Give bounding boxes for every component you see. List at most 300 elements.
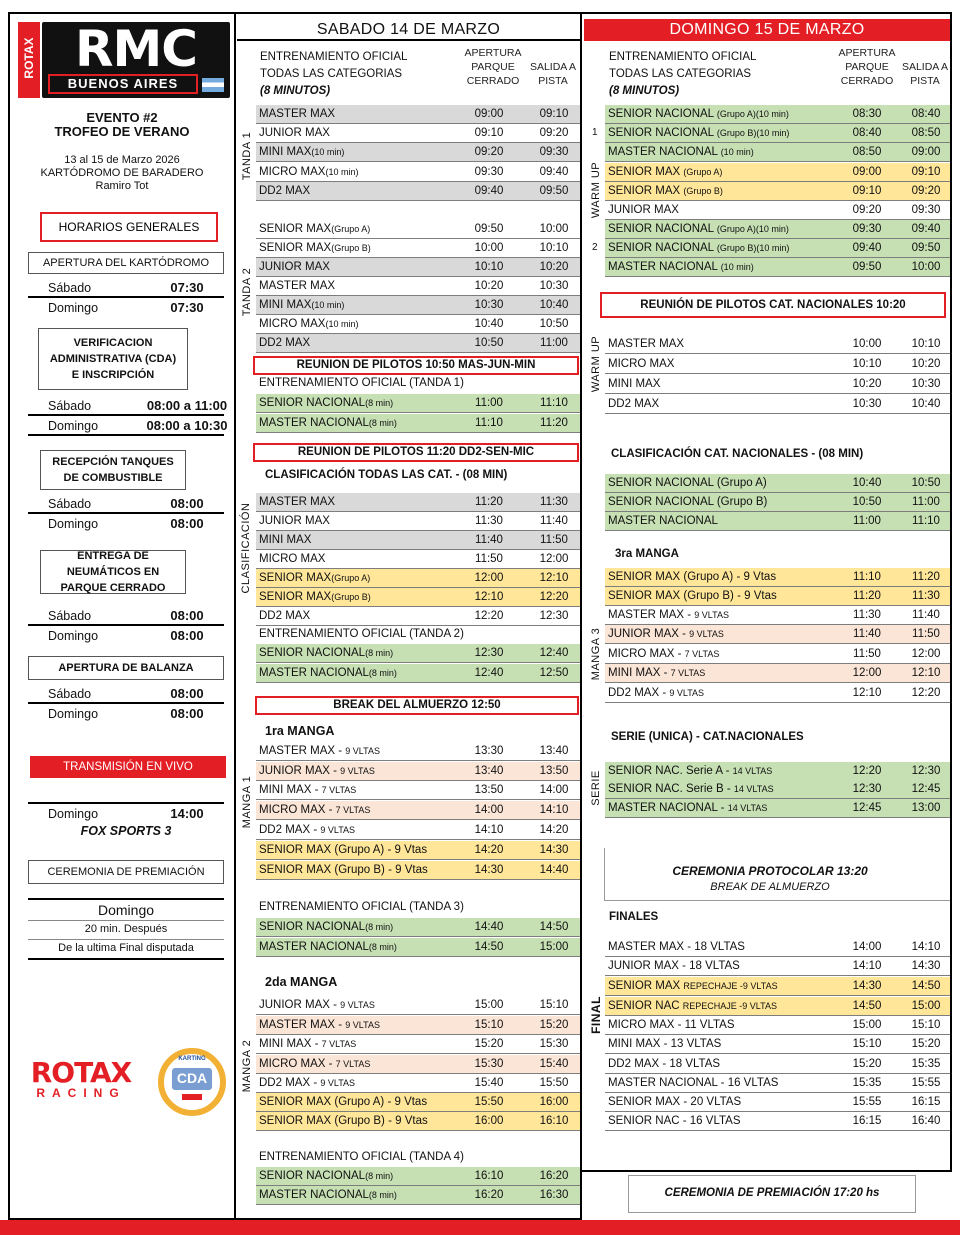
category-note: (8 min) — [365, 922, 394, 932]
apertura-time: 10:30 — [852, 398, 882, 410]
salida-time: 12:10 — [911, 667, 941, 679]
sun-row — [605, 938, 950, 957]
apertura-time: 11:00 — [853, 515, 881, 527]
salida-time: 11:50 — [540, 534, 568, 546]
category-label: DD2 MAX - 9 VLTAS — [608, 687, 705, 699]
category-label: SENIOR MAX - 20 VLTAS — [608, 1096, 742, 1108]
sat-clasif-label: CLASIFICACIÓN — [240, 502, 252, 594]
salida-time: 11:10 — [540, 397, 568, 409]
sat-intro-l2: TODAS LAS CATEGORIAS — [260, 68, 403, 80]
category-note: (Grupo B)(10 min) — [716, 243, 790, 253]
salida-time: 11:30 — [912, 590, 940, 602]
apertura-time: 15:55 — [852, 1096, 882, 1108]
apertura-time: 09:30 — [852, 223, 882, 235]
sun-row — [605, 645, 950, 664]
salida-time: 14:20 — [539, 824, 569, 836]
category-label: JUNIOR MAX - 9 VLTAS — [259, 765, 375, 777]
salida-time: 16:15 — [911, 1096, 941, 1108]
category-label: MICRO MAX — [259, 553, 326, 565]
category-note: (8 min) — [365, 648, 394, 658]
sun-warmup2-label: WARM UP — [590, 335, 602, 393]
neumaticos-box: ENTREGA DE NEUMÁTICOS EN PARQUE CERRADO — [40, 550, 186, 594]
sun-row — [605, 1016, 950, 1035]
sun-row — [605, 355, 950, 374]
sun-row — [605, 606, 950, 625]
sat-row — [256, 493, 580, 512]
apertura-time: 15:20 — [852, 1058, 882, 1070]
apertura-time: 14:30 — [474, 864, 504, 876]
apertura-time: 15:50 — [474, 1096, 504, 1108]
apertura-time: 10:10 — [474, 261, 504, 273]
apertura-time: 16:00 — [474, 1115, 504, 1127]
salida-time: 10:40 — [911, 398, 941, 410]
sun-reunion: REUNIÓN DE PILOTOS CAT. NACIONALES 10:20 — [600, 292, 946, 318]
sat-row — [256, 220, 580, 239]
salida-time: 10:40 — [539, 299, 569, 311]
category-note: (Grupo B) — [683, 186, 723, 196]
tanques-box: RECEPCIÓN TANQUES DE COMBUSTIBLE — [40, 450, 186, 490]
category-note: (10 min) — [311, 300, 345, 310]
apertura-time: 09:10 — [852, 185, 882, 197]
sat-manga1-label: MANGA 1 — [241, 775, 253, 829]
category-label: SENIOR MAX (Grupo A) - 9 Vtas — [259, 844, 428, 856]
apertura-time: 09:00 — [852, 166, 882, 178]
category-label: DD2 MAX — [259, 185, 311, 197]
apertura-time: 15:00 — [852, 1019, 882, 1031]
category-label: SENIOR MAX (Grupo A) - 9 Vtas — [608, 571, 777, 583]
sat-ent-tanda3: ENTRENAMIENTO OFICIAL (TANDA 3) — [259, 901, 464, 913]
apertura-time: 11:10 — [475, 417, 503, 429]
sat-row — [256, 841, 580, 860]
balanza-domingo-row: Domingo 08:00 — [48, 706, 204, 721]
sat-tanda1-label: TANDA 1 — [241, 131, 253, 181]
salida-time: 10:00 — [539, 223, 569, 235]
apertura-time: 11:40 — [853, 628, 881, 640]
category-note: 9 VLTAS — [340, 766, 375, 776]
sat-row — [256, 124, 580, 143]
apertura-time: 12:00 — [474, 572, 504, 584]
sat-manga2-title: 2da MANGA — [265, 975, 338, 989]
sat-row — [256, 182, 580, 201]
apertura-time: 16:15 — [852, 1115, 882, 1127]
sat-row — [256, 1186, 580, 1205]
sun-intro-l1: ENTRENAMIENTO OFICIAL — [609, 51, 757, 63]
apertura-time: 15:30 — [474, 1058, 504, 1070]
category-label: MASTER MAX — [259, 280, 336, 292]
sun-ceremonia: CEREMONIA PROTOCOLAR 13:20 — [672, 864, 868, 878]
tanques-domingo-row: Domingo 08:00 — [48, 516, 204, 531]
apertura-time: 14:20 — [474, 844, 504, 856]
salida-time: 16:40 — [911, 1115, 941, 1127]
salida-time: 08:50 — [911, 127, 941, 139]
category-note: REPECHAJE -9 VLTAS — [683, 981, 778, 991]
category-note: 9 VLTAS — [345, 746, 380, 756]
sat-row — [256, 394, 580, 413]
salida-time: 15:35 — [911, 1058, 941, 1070]
general-schedule-title: HORARIOS GENERALES — [40, 212, 218, 242]
ceremonia-dia: Domingo — [28, 898, 224, 918]
sat-row — [256, 588, 580, 607]
apertura-time: 14:50 — [474, 941, 504, 953]
verif-domingo-row: Domingo 08:00 a 10:30 — [28, 416, 224, 436]
category-label: MICRO MAX - 7 VLTAS — [259, 804, 371, 816]
category-label: MASTER MAX - 18 VLTAS — [608, 941, 745, 953]
sun-manga3-label: MANGA 3 — [590, 627, 602, 681]
category-note: (10 min) — [325, 167, 359, 177]
category-note: (Grupo B) — [331, 592, 371, 602]
sunday-header: DOMINGO 15 DE MARZO — [584, 19, 950, 41]
salida-time: 10:30 — [539, 280, 569, 292]
sat-col-salida: SALIDA A PISTA — [529, 61, 577, 87]
apertura-time: 12:45 — [852, 802, 882, 814]
saturday-header: SABADO 14 DE MARZO — [237, 19, 580, 41]
sun-row — [605, 182, 950, 201]
rmc-logo — [18, 22, 230, 98]
salida-time: 09:20 — [911, 185, 941, 197]
salida-time: 12:30 — [539, 610, 569, 622]
salida-time: 15:55 — [911, 1077, 941, 1089]
apertura-time: 09:00 — [474, 108, 504, 120]
category-label: JUNIOR MAX — [259, 261, 330, 273]
salida-time: 12:20 — [911, 687, 941, 699]
salida-time: 16:10 — [539, 1115, 569, 1127]
salida-time: 12:00 — [539, 553, 569, 565]
category-label: MASTER MAX - 9 VLTAS — [259, 1019, 380, 1031]
category-label: MICRO MAX - 7 VLTAS — [608, 648, 720, 660]
sun-row — [605, 1074, 950, 1093]
sat-row — [256, 918, 580, 937]
category-label: JUNIOR MAX — [608, 204, 679, 216]
category-label: SENIOR NACIONAL (Grupo A)(10 min) — [608, 108, 789, 120]
salida-time: 11:40 — [540, 515, 568, 527]
sat-row — [256, 861, 580, 880]
sun-row — [605, 780, 950, 799]
apertura-time: 13:50 — [474, 784, 504, 796]
category-label: SENIOR MAX (Grupo B) — [608, 185, 723, 197]
sun-row — [605, 625, 950, 644]
category-label: SENIOR NACIONAL(8 min) — [259, 647, 394, 659]
apertura-time: 09:40 — [474, 185, 504, 197]
ceremonia-box: CEREMONIA DE PREMIACIÓN — [28, 860, 224, 884]
sun-finales-title: FINALES — [609, 911, 659, 923]
sun-row — [605, 512, 950, 531]
apertura-time: 11:10 — [853, 571, 881, 583]
category-label: MINI MAX - 7 VLTAS — [608, 667, 706, 679]
apertura-time: 10:50 — [852, 496, 882, 508]
apertura-time: 11:50 — [853, 648, 881, 660]
sun-serie-title: SERIE (UNICA) - CAT.NACIONALES — [611, 731, 804, 743]
category-note: (8 min) — [368, 1190, 397, 1200]
sat-row — [256, 550, 580, 569]
sat-row — [256, 315, 580, 334]
apertura-time: 10:20 — [852, 378, 882, 390]
sun-break: BREAK DE ALMUERZO — [710, 881, 830, 893]
salida-time: 11:30 — [540, 496, 568, 508]
category-note: 9 VLTAS — [694, 610, 729, 620]
bottom-red-bar — [0, 1220, 960, 1235]
apertura-time: 14:00 — [474, 804, 504, 816]
salida-time: 10:30 — [911, 378, 941, 390]
salida-time: 16:20 — [539, 1170, 569, 1182]
event-subtitle: TROFEO DE VERANO — [54, 124, 190, 139]
apertura-time: 12:30 — [852, 783, 882, 795]
salida-time: 10:10 — [911, 338, 941, 350]
category-label: SENIOR NACIONAL (Grupo B)(10 min) — [608, 242, 790, 254]
category-label: MASTER MAX - 9 VLTAS — [608, 609, 729, 621]
category-label: MINI MAX(10 min) — [259, 146, 345, 158]
sat-row — [256, 258, 580, 277]
salida-time: 16:00 — [539, 1096, 569, 1108]
salida-time: 11:20 — [540, 417, 568, 429]
sun-row — [605, 1093, 950, 1112]
salida-time: 13:40 — [539, 745, 569, 757]
ceremonia-line2: De la ultima Final disputada — [28, 939, 224, 960]
category-label: SENIOR MAX (Grupo A) — [608, 166, 723, 178]
sun-final-label: FINAL — [589, 996, 603, 1034]
category-note: 9 VLTAS — [340, 1000, 375, 1010]
category-note: 9 VLTAS — [320, 825, 356, 835]
salida-time: 14:30 — [911, 960, 941, 972]
category-label: DD2 MAX - 9 VLTAS — [259, 1077, 356, 1089]
sat-intro-l3: (8 MINUTOS) — [260, 85, 331, 97]
apertura-time: 12:30 — [474, 647, 504, 659]
sun-row — [605, 395, 950, 414]
category-label: JUNIOR MAX - 18 VLTAS — [608, 960, 740, 972]
salida-time: 09:30 — [911, 204, 941, 216]
apertura-time: 15:10 — [474, 1019, 504, 1031]
category-note: 7 VLTAS — [321, 785, 357, 795]
category-note: (Grupo B)(10 min) — [716, 128, 790, 138]
salida-time: 09:10 — [539, 108, 569, 120]
category-note: 7 VLTAS — [335, 1059, 371, 1069]
category-label: SENIOR NACIONAL (Grupo B) — [608, 496, 768, 508]
sun-row — [605, 258, 950, 277]
category-label: SENIOR MAX(Grupo B) — [259, 242, 371, 254]
category-label: SENIOR MAX(Grupo A) — [259, 223, 371, 235]
salida-time: 11:20 — [912, 571, 940, 583]
event-dates: 13 al 15 de Marzo 2026 — [64, 154, 180, 166]
sun-row — [605, 239, 950, 258]
apertura-time: 10:40 — [852, 477, 882, 489]
sun-divider-vertical — [604, 848, 605, 900]
apertura-time: 14:00 — [852, 941, 882, 953]
category-note: 7 VLTAS — [321, 1039, 357, 1049]
sun-row — [605, 335, 950, 354]
category-note: (8 min) — [365, 398, 394, 408]
salida-time: 09:50 — [911, 242, 941, 254]
transmision-row: Domingo 14:00 — [28, 802, 224, 824]
category-label: SENIOR NAC. Serie B - 14 VLTAS — [608, 783, 774, 795]
sat-clasif-title: CLASIFICACIÓN TODAS LAS CAT. - (08 MIN) — [265, 469, 508, 481]
category-label: MICRO MAX - 7 VLTAS — [259, 1058, 371, 1070]
sun-row — [605, 1035, 950, 1054]
category-label: SENIOR NACIONAL (Grupo A)(10 min) — [608, 223, 789, 235]
sun-serie-label: SERIE — [590, 770, 602, 806]
sat-ent-tanda2: ENTRENAMIENTO OFICIAL (TANDA 2) — [259, 628, 464, 640]
sun-row — [605, 587, 950, 606]
apertura-time: 13:40 — [474, 765, 504, 777]
category-note: (10 min) — [325, 319, 359, 329]
sat-row — [256, 607, 580, 626]
apertura-time: 08:30 — [852, 108, 882, 120]
sun-row — [605, 997, 950, 1016]
category-label: DD2 MAX — [259, 337, 311, 349]
sat-row — [256, 801, 580, 820]
sat-row — [256, 569, 580, 588]
sun-row — [605, 762, 950, 781]
apertura-time: 15:20 — [474, 1038, 504, 1050]
category-label: MASTER MAX — [259, 108, 336, 120]
salida-time: 14:10 — [911, 941, 941, 953]
apertura-time: 14:40 — [474, 921, 504, 933]
apertura-domingo-row: Domingo 07:30 — [48, 300, 204, 315]
sat-row — [256, 1167, 580, 1186]
sun-row — [605, 799, 950, 818]
category-note: 14 VLTAS — [732, 766, 773, 776]
event-venue: KARTÓDROMO DE BARADERO — [40, 167, 204, 179]
category-label: DD2 MAX — [608, 398, 660, 410]
category-label: SENIOR MAX (Grupo B) - 9 Vtas — [259, 864, 428, 876]
salida-time: 11:50 — [912, 628, 940, 640]
category-note: (8 min) — [368, 418, 397, 428]
category-note: 9 VLTAS — [669, 688, 705, 698]
category-label: MASTER NACIONAL(8 min) — [259, 417, 397, 429]
sat-row — [256, 143, 580, 162]
apertura-time: 10:30 — [474, 299, 504, 311]
buenos-aires-text: BUENOS AIRES — [67, 76, 179, 91]
apertura-time: 11:00 — [475, 397, 503, 409]
category-label: MICRO MAX — [608, 358, 675, 370]
category-note: (Grupo A) — [683, 167, 723, 177]
sat-row — [256, 1055, 580, 1074]
category-label: MINI MAX - 13 VLTAS — [608, 1038, 722, 1050]
sun-col-apertura: APERTURA PARQUE CERRADO — [838, 47, 896, 87]
sat-row — [256, 277, 580, 296]
salida-time: 12:45 — [911, 783, 941, 795]
event-person: Ramiro Tot — [95, 180, 149, 192]
salida-time: 09:50 — [539, 185, 569, 197]
tanques-sabado-row: Sábado 08:00 — [28, 494, 224, 514]
info-panel — [8, 12, 236, 1220]
argentina-flag-icon — [202, 78, 224, 92]
salida-time: 10:50 — [539, 318, 569, 330]
category-note: 9 VLTAS — [345, 1020, 380, 1030]
apertura-time: 11:20 — [475, 496, 503, 508]
category-note: 7 VLTAS — [335, 805, 371, 815]
apertura-time: 12:10 — [474, 591, 504, 603]
category-note: (8 min) — [365, 1171, 394, 1181]
category-label: MASTER MAX - 9 VLTAS — [259, 745, 380, 757]
apertura-time: 10:40 — [474, 318, 504, 330]
category-note: (Grupo A) — [331, 224, 371, 234]
category-label: MINI MAX - 7 VLTAS — [259, 1038, 357, 1050]
sat-row — [256, 1112, 580, 1131]
apertura-time: 11:30 — [853, 609, 881, 621]
sun-row — [605, 957, 950, 976]
apertura-time: 08:40 — [852, 127, 882, 139]
apertura-time: 09:20 — [852, 204, 882, 216]
apertura-time: 16:10 — [474, 1170, 504, 1182]
salida-time: 14:50 — [911, 980, 941, 992]
balanza-sabado-row: Sábado 08:00 — [28, 684, 224, 704]
category-label: MASTER NACIONAL — [608, 515, 718, 527]
apertura-time: 09:40 — [852, 242, 882, 254]
category-label: SENIOR NACIONAL(8 min) — [259, 397, 394, 409]
category-label: MINI MAX — [608, 378, 661, 390]
sun-row — [605, 143, 950, 162]
sat-tanda2-label: TANDA 2 — [241, 267, 253, 317]
category-note: 9 VLTAS — [320, 1078, 356, 1088]
category-note: REPECHAJE -9 VLTAS — [682, 1001, 777, 1011]
neum-domingo-row: Domingo 08:00 — [48, 628, 204, 643]
salida-time: 13:50 — [539, 765, 569, 777]
sat-row — [256, 105, 580, 124]
category-label: MASTER NACIONAL - 16 VLTAS — [608, 1077, 779, 1089]
sat-row — [256, 163, 580, 182]
salida-time: 11:40 — [912, 609, 940, 621]
sat-intro-l1: ENTRENAMIENTO OFICIAL — [260, 51, 408, 63]
apertura-time: 09:30 — [474, 166, 504, 178]
apertura-time: 10:10 — [852, 358, 882, 370]
apertura-time: 10:00 — [852, 338, 882, 350]
rmc-text: RMC — [75, 20, 197, 78]
sat-row — [256, 296, 580, 315]
category-label: DD2 MAX - 9 VLTAS — [259, 824, 356, 836]
apertura-time: 12:20 — [474, 610, 504, 622]
category-label: SENIOR MAX(Grupo A) — [259, 572, 371, 584]
salida-time: 15:30 — [539, 1038, 569, 1050]
category-label: MINI MAX(10 min) — [259, 299, 345, 311]
salida-time: 10:20 — [539, 261, 569, 273]
salida-time: 10:00 — [911, 261, 941, 273]
sun-warmup1-label: WARM UP — [590, 161, 602, 219]
salida-time: 12:20 — [539, 591, 569, 603]
sat-manga1-title: 1ra MANGA — [265, 724, 335, 738]
apertura-time: 11:20 — [853, 590, 881, 602]
category-label: MASTER NACIONAL (10 min) — [608, 146, 754, 158]
sat-break: BREAK DEL ALMUERZO 12:50 — [255, 696, 579, 715]
category-label: MASTER MAX — [608, 338, 685, 350]
verif-sabado-row: Sábado 08:00 a 11:00 — [28, 396, 224, 416]
apertura-time: 15:00 — [474, 999, 504, 1011]
category-label: JUNIOR MAX — [259, 127, 330, 139]
salida-time: 15:00 — [539, 941, 569, 953]
salida-time: 09:40 — [911, 223, 941, 235]
sat-col-apertura: APERTURA PARQUE CERRADO — [464, 47, 522, 87]
category-label: MICRO MAX - 11 VLTAS — [608, 1019, 735, 1031]
sun-row — [605, 163, 950, 182]
sat-row — [256, 742, 580, 761]
sun-manga3-title: 3ra MANGA — [615, 548, 679, 560]
rotax-racing-logo: ROTAX RACING — [30, 1056, 132, 1100]
apertura-time: 11:50 — [475, 553, 503, 565]
salida-time: 15:50 — [539, 1077, 569, 1089]
apertura-time: 13:30 — [474, 745, 504, 757]
sun-warmup-num1: 1 — [592, 127, 598, 138]
sat-row — [256, 644, 580, 663]
sat-row — [256, 1074, 580, 1093]
category-note: (Grupo A)(10 min) — [716, 224, 789, 234]
category-label: JUNIOR MAX - 9 VLTAS — [608, 628, 724, 640]
sat-row — [256, 821, 580, 840]
salida-time: 10:20 — [911, 358, 941, 370]
salida-time: 14:40 — [539, 864, 569, 876]
sat-row — [256, 1093, 580, 1112]
category-note: (10 min) — [311, 147, 345, 157]
sat-row — [256, 512, 580, 531]
rotax-vertical-text: ROTAX — [22, 37, 36, 79]
salida-time: 12:40 — [539, 647, 569, 659]
